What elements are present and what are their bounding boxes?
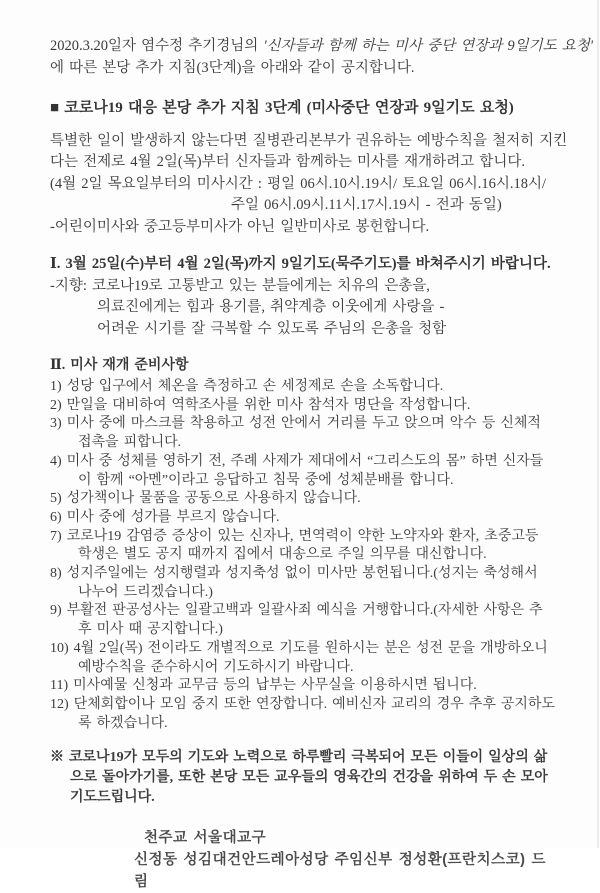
item-number: 9) [50, 603, 62, 619]
signature-block [50, 827, 556, 893]
item-number: 8) [50, 566, 62, 582]
intro-paragraph [50, 36, 593, 79]
prayer-intention-line: -지향: 코로나19로 고통받고 있는 분들에게는 치유의 은총을, [50, 277, 430, 294]
item-text: 성당 입구에서 체온을 측정하고 손 세정제로 손을 소독합니다. [66, 379, 444, 394]
mass-times-weekday-line: (4월 2일 목요일부터의 미사시간 : 평일 06시.10시.19시/ 토요일 06시.16시.18시/ [50, 175, 547, 192]
item-number: 4) [50, 453, 62, 469]
signature-pastor-line: 신정동 성김대건안드레아성당 주임신부 정성환(프란치스코) 드림 [134, 852, 546, 891]
item-number: 11) [50, 678, 69, 694]
item-number: 12) [50, 696, 69, 712]
closing-prayer-note [50, 748, 556, 807]
item-number: 2) [50, 397, 62, 413]
item-text: 코로나19 감염증 증상이 있는 신자나, 면역력이 약한 노약자와 환자, 초중고등 학생은 별도 공지 때까지 집에서 대송으로 주일 의무를 대신합니다. [66, 528, 539, 563]
list-item [50, 696, 556, 733]
list-item [50, 528, 556, 565]
prayer-intention-line: 어려운 시기를 잘 극복할 수 있도록 주님의 은총을 청함 [97, 320, 447, 337]
signature-archdiocese-line: 천주교 서울대교구 [144, 830, 267, 847]
list-item [50, 415, 556, 452]
reference-mark: ※ [50, 750, 64, 766]
section-2-heading: Ⅱ. 미사 재개 준비사항 [50, 358, 189, 373]
item-text: 성지주일에는 성지행렬과 성지축성 없이 미사만 봉헌됩니다.(성지는 축성해서 나누어 드리겠습니다.) [66, 566, 538, 600]
list-item [50, 640, 556, 677]
item-text: 성가책이나 물품을 공동으로 사용하지 않습니다. [66, 491, 361, 507]
item-text: 미사 중 성체를 영하기 전, 주례 사제가 제대에서 “그리스도의 몸” 하면 신자들이 함께 “아멘”이라고 응답하고 침묵 중에 성체분배를 합니다. [66, 453, 544, 488]
prayer-intention-line: 의료진에게는 힘과 용기를, 취약계층 이웃에게 사랑을 - [97, 299, 445, 315]
intro-line-2: 에 따른 본당 추가 지침(3단계)을 아래와 같이 공지합니다. [50, 59, 415, 76]
mass-resume-paragraph [50, 131, 568, 239]
item-number: 7) [50, 528, 62, 544]
text-line: 다는 전제로 4월 2일(목)부터 신자들과 함께하는 미사를 재개하려고 합니다. [50, 154, 525, 170]
list-item [50, 490, 556, 509]
general-mass-note-line: -어린이미사와 중고등부미사가 아닌 일반미사로 봉헌합니다. [50, 218, 430, 235]
list-item [50, 565, 556, 602]
text-line: 특별한 일이 발생하지 않는다면 질병관리본부가 권유하는 예방수칙을 철저히 지킨 [50, 132, 568, 149]
item-number: 6) [50, 509, 62, 525]
item-text: 미사 중에 성가를 부르지 않습니다. [66, 509, 280, 525]
item-text: 만일을 대비하여 역학조사를 위한 미사 참석자 명단을 작성합니다. [66, 397, 471, 413]
section-1-heading: Ⅰ. 3월 25일(수)부터 4월 2일(목)까지 9일기도(묵주기도)를 바쳐주시기 바랍니다. [50, 256, 551, 272]
section-1-nine-day-prayer [50, 254, 556, 340]
list-item [50, 677, 556, 696]
list-item [50, 397, 556, 416]
item-text: 부활전 판공성사는 일괄고백과 일괄사죄 예식을 거행합니다.(자세한 사항은 추후 미사 때 공지합니다.) [66, 603, 543, 638]
item-number: 10) [50, 640, 69, 656]
intro-line-1 [50, 36, 593, 58]
item-number: 3) [50, 416, 62, 432]
intro-line-1-text: 2020.3.20일자 염수정 추기경님의 [50, 38, 264, 54]
item-text: 4월 2일(목) 전이라도 개별적으로 기도를 원하시는 분은 성전 문을 개방하오니 예방수칙을 준수하시어 기도하시기 바랍니다. [73, 640, 548, 675]
section-2-mass-preparations [50, 355, 556, 733]
item-text: 단체회합이나 모임 중지 또한 연장합니다. 예비신자 교리의 경우 추후 공지하도록 하겠습니다. [73, 696, 555, 731]
mass-times-sunday-line: 주일 06시.09시.11시.17시.19시 - 전과 동일) [231, 197, 502, 213]
notice-title: ■ 코로나19 대응 본당 추가 지침 3단계 (미사중단 연장과 9일기도 요청) [50, 100, 514, 116]
list-item [50, 453, 556, 490]
list-item [50, 602, 556, 639]
item-text: 미사 중에 마스크를 착용하고 성전 안에서 거리를 두고 앉으며 악수 등 신체적 접촉을 피합니다. [66, 416, 541, 451]
item-number: 1) [50, 379, 62, 394]
item-number: 5) [50, 491, 62, 507]
closing-note-text: 코로나19가 모두의 기도와 노력으로 하루빨리 극복되어 모든 이들이 일상의 삶으로 돌아가기를, 또한 본당 모든 교우들의 영육간의 건강을 위하여 두 손 모아 기도드립니다. [69, 750, 548, 805]
item-text: 미사예물 신청과 교무금 등의 납부는 사무실을 이용하시면 됩니다. [73, 678, 477, 694]
list-item [50, 509, 556, 528]
list-item [50, 378, 556, 397]
intro-quote-text: '신자들과 함께 하는 미사 중단 연장과 9일기도 요청' [263, 38, 593, 54]
